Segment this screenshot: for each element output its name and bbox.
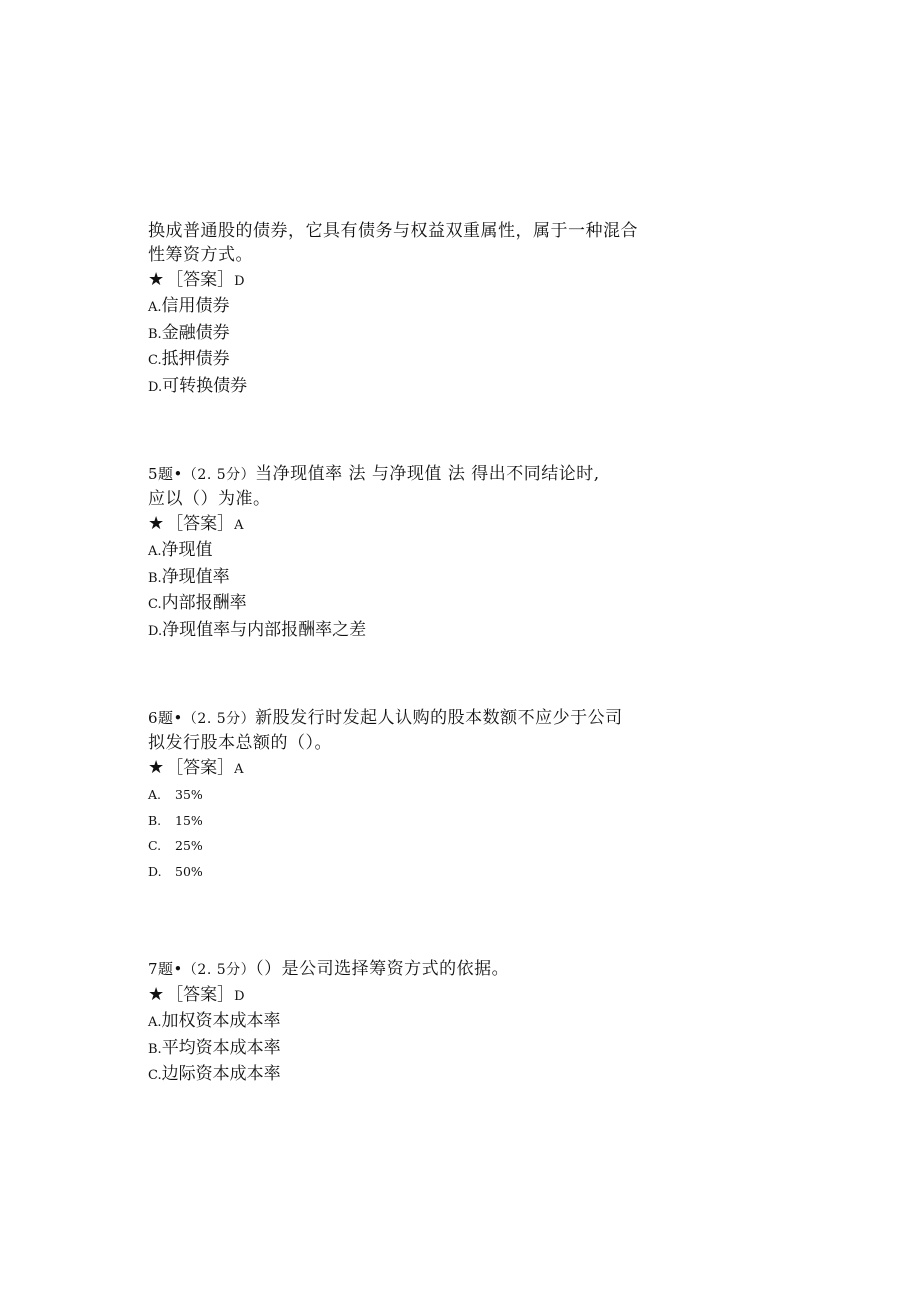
- star-icon: ★: [148, 513, 165, 534]
- star-icon: ★: [148, 984, 165, 1005]
- question-number: 5题•: [148, 465, 183, 483]
- option-d: D.净现值率与内部报酬率之差: [148, 619, 367, 640]
- option-a: A.信用债券: [148, 296, 230, 316]
- question-text-line: 性筹资方式。: [148, 245, 253, 265]
- question-score: （2. 5分）: [182, 962, 256, 978]
- option-c: C.边际资本成本率: [148, 1064, 281, 1084]
- option-b: B. 15%: [148, 812, 203, 828]
- question-7: [148, 957, 708, 1089]
- option-a: A.加权资本成本率: [148, 1011, 281, 1031]
- question-text-line: 5题•（2. 5分）当净现值率 法 与净现值 法 得出不同结论时,: [148, 464, 600, 484]
- option-a: A. 35%: [148, 787, 203, 802]
- option-b: B.净现值率: [148, 566, 230, 587]
- option-c: C.抵押债券: [148, 349, 230, 369]
- answer-value: D: [234, 989, 245, 1004]
- question-text-line: 应以（）为准。: [148, 489, 271, 509]
- answer-label: ［答案］: [166, 758, 235, 778]
- answer-row: [148, 755, 708, 782]
- question-number: 7题•: [148, 960, 183, 978]
- option-b: B.金融债券: [148, 322, 230, 343]
- option-b: B.平均资本成本率: [148, 1037, 281, 1058]
- option-d: D. 50%: [148, 863, 203, 879]
- question-5: [148, 462, 708, 644]
- answer-value: A: [234, 762, 244, 777]
- option-c: C.内部报酬率: [148, 593, 247, 613]
- option-d: D.可转换债券: [148, 375, 248, 396]
- answer-label: ［答案］: [166, 514, 235, 534]
- question-4-continued: [148, 219, 708, 400]
- question-score: （2. 5分）: [182, 467, 256, 483]
- question-score: （2. 5分）: [182, 711, 256, 727]
- star-icon: ★: [148, 757, 165, 778]
- answer-value: D: [234, 274, 245, 289]
- question-number: 6题•: [148, 709, 183, 727]
- answer-label: ［答案］: [166, 985, 235, 1005]
- question-6: [148, 706, 708, 884]
- answer-label: ［答案］: [166, 270, 235, 290]
- question-text-line: 换成普通股的债券，它具有债务与权益双重属性，属于一种混合: [148, 221, 638, 241]
- option-c: C. 25%: [148, 838, 203, 853]
- star-icon: ★: [148, 269, 165, 290]
- question-text-line: 7题•（2. 5分）（）是公司选择筹资方式的依据。: [148, 959, 510, 979]
- option-a: A.净现值: [148, 540, 213, 560]
- question-text-line: 拟发行股本总额的（）。: [148, 733, 332, 753]
- answer-row: [148, 982, 708, 1009]
- question-text-line: 6题•（2. 5分）新股发行时发起人认购的股本数额不应少于公司: [148, 708, 623, 728]
- answer-row: [148, 511, 708, 538]
- answer-value: A: [234, 518, 244, 533]
- answer-row: [148, 267, 708, 294]
